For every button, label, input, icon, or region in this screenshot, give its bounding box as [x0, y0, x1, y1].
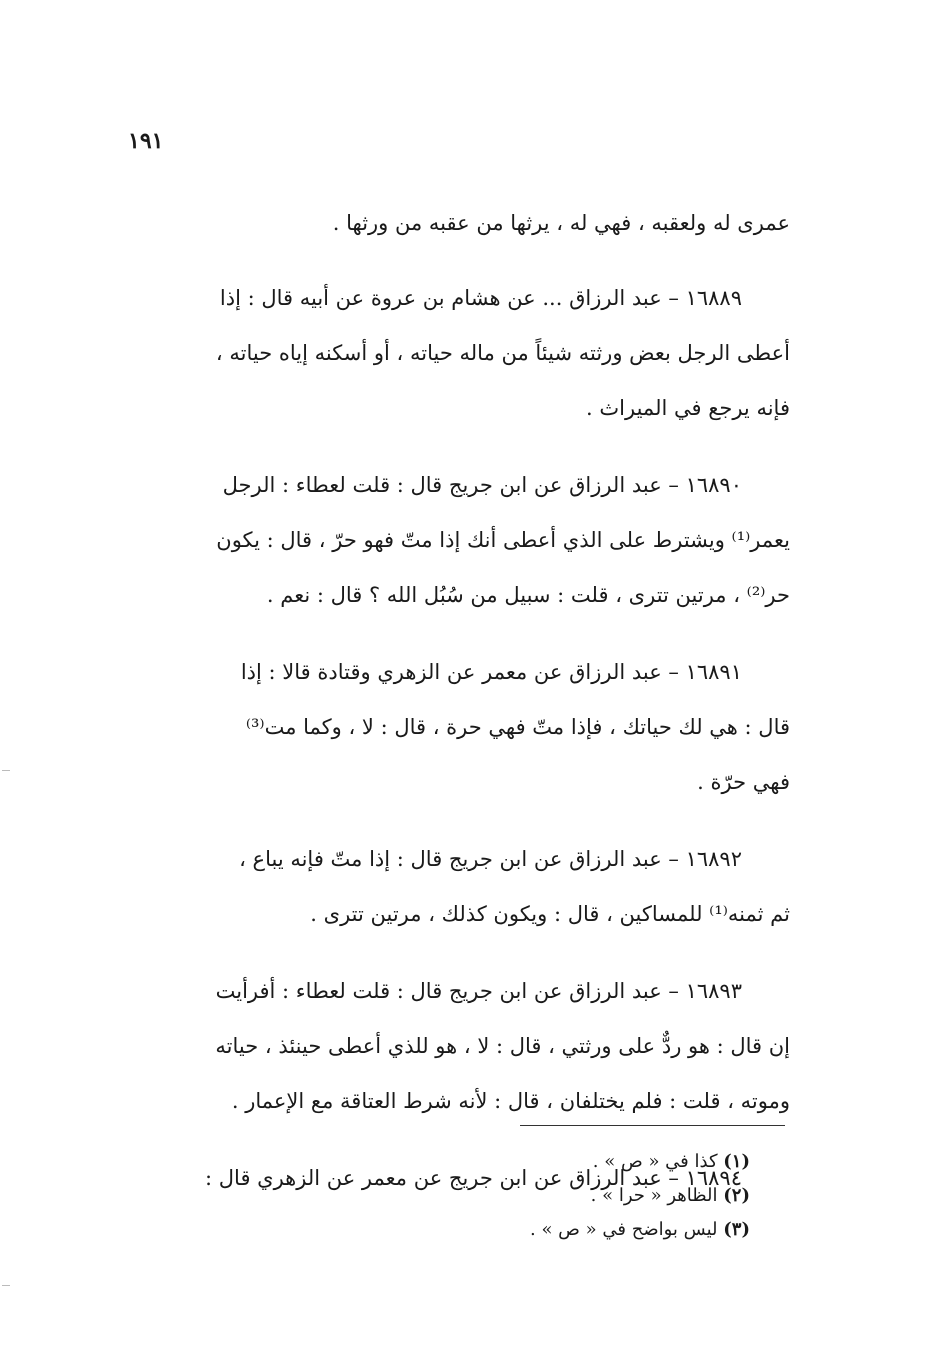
text-line: ١٦٨٩٤ – عبد الرزاق عن ابن جريج عن معمر عن الزهري قال : [205, 1166, 742, 1190]
footnotes [300, 1145, 750, 1247]
text-line: ١٦٨٨٩ – عبد الرزاق ... عن هشام بن عروة عن أبيه قال : إذا [219, 286, 742, 310]
text-line: أعطى الرجل بعض ورثته شيئاً من ماله حياته ، أو أسكنه إياه حياته ، [215, 341, 790, 365]
paragraph-continuation [120, 196, 790, 251]
footnote-marker: (٢) [723, 1185, 750, 1206]
footnote-3 [300, 1213, 750, 1247]
paragraph-16891 [120, 645, 790, 810]
text-line: ثم ثمنه⁽¹⁾ للمساكين ، قال : ويكون كذلك ، مرتين تترى . [310, 902, 790, 926]
text-line: ١٦٨٩١ – عبد الرزاق عن معمر عن الزهري وقتادة قالا : إذا [240, 660, 742, 684]
text-line: وموته ، قلت : فلم يختلفان ، قال : لأنه شرط العتاقة مع الإعمار . [231, 1089, 790, 1113]
footnote-1 [300, 1145, 750, 1179]
text-line: يعمر⁽¹⁾ ويشترط على الذي أعطى أنك إذا متّ فهو حرّ ، قال : يكون [216, 528, 790, 552]
footnote-text: كذا في « ص » . [592, 1151, 718, 1172]
text-line: قال : هي لك حياتك ، فإذا متّ فهي حرة ، قال : لا ، وكما مت⁽³⁾ [245, 715, 790, 739]
paragraph-16892 [120, 832, 790, 942]
footnote-2 [300, 1179, 750, 1213]
footnote-marker: (٣) [723, 1219, 750, 1240]
text-line: ١٦٨٩٣ – عبد الرزاق عن ابن جريج قال : قلت لعطاء : أفرأيت [215, 979, 742, 1003]
text-line: عمرى له ولعقبه ، فهي له ، يرثها من عقبه من ورثها . [332, 211, 790, 235]
text-line: فإنه يرجع في الميراث . [586, 396, 790, 420]
main-text [120, 196, 790, 1228]
footnote-marker: (١) [723, 1151, 750, 1172]
footnote-text: ليس بواضح في « ص » . [530, 1219, 718, 1240]
text-line: إن قال : هو ردٌّ على ورثتي ، قال : لا ، هو للذي أعطى حينئذ ، حياته [215, 1034, 790, 1058]
text-line: فهي حرّة . [697, 770, 790, 794]
paragraph-16889 [120, 271, 790, 436]
paragraph-16890 [120, 458, 790, 623]
margin-mark [2, 770, 10, 771]
page-number: ١٩١ [128, 128, 164, 154]
footnote-text: الظاهر « حرا » . [590, 1185, 718, 1206]
text-line: ١٦٨٩٠ – عبد الرزاق عن ابن جريج قال : قلت لعطاء : الرجل [222, 473, 742, 497]
footnote-separator [520, 1125, 785, 1126]
text-line: حر⁽²⁾ ، مرتين تترى ، قلت : سبيل من سُبُل الله ؟ قال : نعم . [266, 583, 790, 607]
text-line: ١٦٨٩٢ – عبد الرزاق عن ابن جريج قال : إذا متّ فإنه يباع ، [239, 847, 742, 871]
margin-mark [2, 1285, 10, 1286]
paragraph-16893 [120, 964, 790, 1129]
